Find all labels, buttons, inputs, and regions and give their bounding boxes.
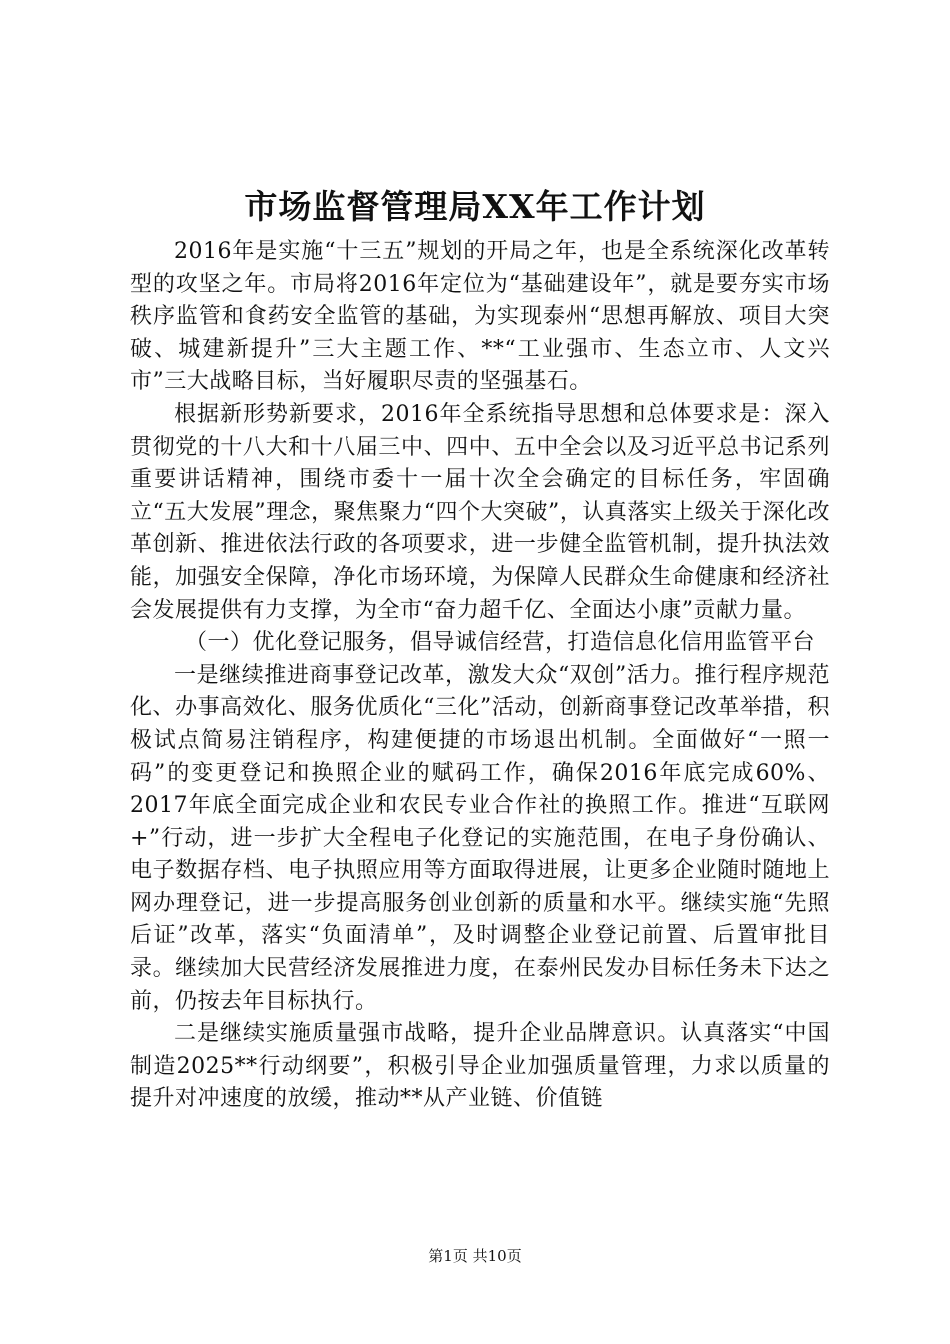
page-number-footer: 第1页 共10页 [428,1247,522,1265]
document-body [130,236,830,1116]
paragraph-intro: 2016年是实施“十三五”规划的开局之年，也是全系统深化改革转型的攻坚之年。市局将2016年定位为“基础建设年”，就是要夯实市场秩序监管和食药安全监管的基础，为实现泰州“思想再解放、项目大突破、城建新提升”三大主题工作、**“工业强市、生态立市、人文兴市”三大战略目标，当好履职尽责的坚强基石。 [130,239,830,395]
document-title: 市场监督管理局XX年工作计划 [244,187,706,226]
section-heading: （一）优化登记服务，倡导诚信经营，打造信息化信用监管平台 [185,630,816,656]
paragraph-item-one: 一是继续推进商事登记改革，激发大众“双创”活力。推行程序规范化、办事高效化、服务优质化“三化”活动，创新商事登记改革举措，积极试点简易注销程序，构建便捷的市场退出机制。全面做好“一照一码”的变更登记和换照企业的赋码工作，确保2016年底完成60%、2017年底全面完成企业和农民专业合作社的换照工作。推进“互联网+”行动，进一步扩大全程电子化登记的实施范围，在电子身份确认、电子数据存档、电子执照应用等方面取得进展，让更多企业随时随地上网办理登记，进一步提高服务创业创新的质量和水平。继续实施“先照后证”改革，落实“负面清单”，及时调整企业登记前置、后置审批目录。继续加大民营经济发展推进力度，在泰州民发办目标任务未下达之前，仍按去年目标执行。 [130,662,830,1014]
paragraph-guiding-thought: 根据新形势新要求，2016年全系统指导思想和总体要求是：深入贯彻党的十八大和十八届三中、四中、五中全会以及习近平总书记系列重要讲话精神，围绕市委十一届十次全会确定的目标任务，牢固确立“五大发展”理念，聚焦聚力“四个大突破”，认真落实上级关于深化改革创新、推进依法行政的各项要求，进一步健全监管机制，提升执法效能，加强安全保障，净化市场环境，为保障人民群众生命健康和经济社会发展提供有力支撑，为全市“奋力超千亿、全面达小康”贡献力量。 [130,401,830,623]
paragraph-item-two: 二是继续实施质量强市战略，提升企业品牌意识。认真落实“中国制造2025**行动纲要”，积极引导企业加强质量管理，力求以质量的提升对冲速度的放缓，推动**从产业链、价值链 [130,1021,830,1112]
